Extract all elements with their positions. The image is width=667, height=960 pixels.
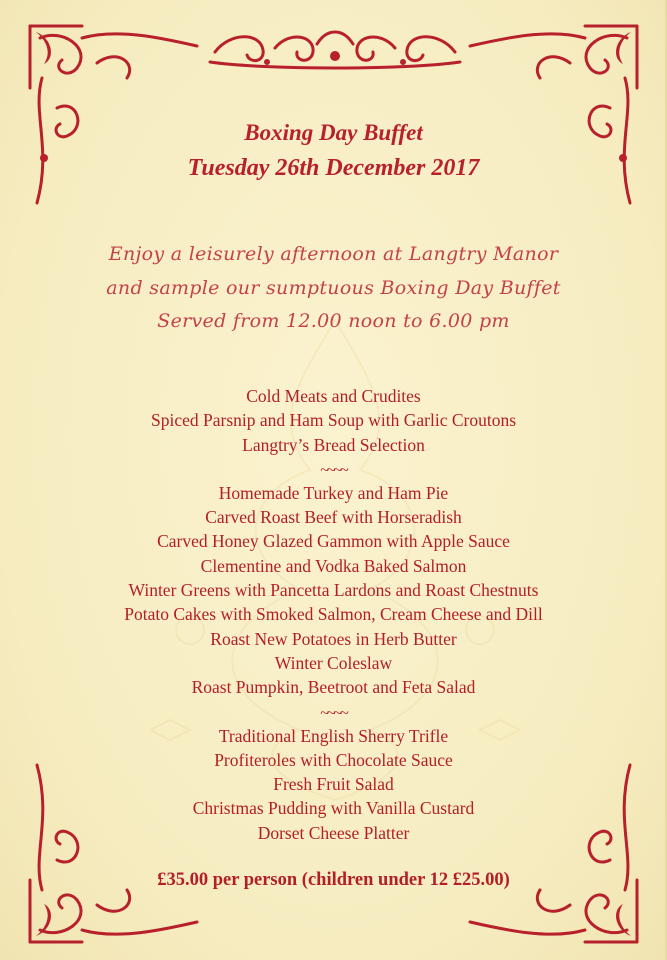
price-line: £35.00 per person (children under 12 £25.00) bbox=[157, 870, 510, 890]
menu-item: Roast New Potatoes in Herb Butter bbox=[210, 628, 457, 649]
top-flourish-ornament bbox=[205, 22, 465, 74]
menu-list bbox=[0, 384, 667, 845]
menu-item: Fresh Fruit Salad bbox=[273, 774, 394, 795]
menu-item: Cold Meats and Crudites bbox=[246, 386, 421, 406]
event-title: Boxing Day Buffet bbox=[244, 120, 423, 145]
menu-item: Carved Roast Beef with Horseradish bbox=[205, 507, 462, 528]
intro-line-2: and sample our sumptuous Boxing Day Buffet bbox=[106, 277, 561, 299]
menu-item: Roast Pumpkin, Beetroot and Feta Salad bbox=[191, 677, 476, 698]
menu-item: Winter Coleslaw bbox=[274, 652, 393, 673]
event-date: Tuesday 26th December 2017 bbox=[187, 155, 480, 181]
menu-item: Carved Honey Glazed Gammon with Apple Sauce bbox=[157, 531, 510, 552]
menu-item: Winter Greens with Pancetta Lardons and Roast Chestnuts bbox=[128, 580, 539, 601]
menu-item: Christmas Pudding with Vanilla Custard bbox=[192, 798, 475, 819]
menu-item: Spiced Parsnip and Ham Soup with Garlic Croutons bbox=[150, 410, 517, 431]
section-divider-flourish: ~~~~ bbox=[320, 461, 347, 479]
menu-item: Clementine and Vodka Baked Salmon bbox=[200, 555, 467, 576]
intro-line-3: Served from 12.00 noon to 6.00 pm bbox=[157, 310, 510, 332]
section-divider bbox=[0, 700, 667, 724]
menu-item: Potato Cakes with Smoked Salmon, Cream Cheese and Dill bbox=[124, 604, 543, 625]
section-divider-flourish: ~~~~ bbox=[320, 704, 347, 722]
menu-item: Langtry’s Bread Selection bbox=[242, 434, 425, 455]
menu-item: Traditional English Sherry Trifle bbox=[218, 725, 449, 746]
menu-item: Dorset Cheese Platter bbox=[257, 822, 410, 843]
intro-line-1: Enjoy a leisurely afternoon at Langtry Manor bbox=[108, 243, 559, 265]
menu-item: Profiteroles with Chocolate Sauce bbox=[214, 749, 453, 770]
menu-item: Homemade Turkey and Ham Pie bbox=[218, 482, 449, 503]
section-divider bbox=[0, 457, 667, 481]
